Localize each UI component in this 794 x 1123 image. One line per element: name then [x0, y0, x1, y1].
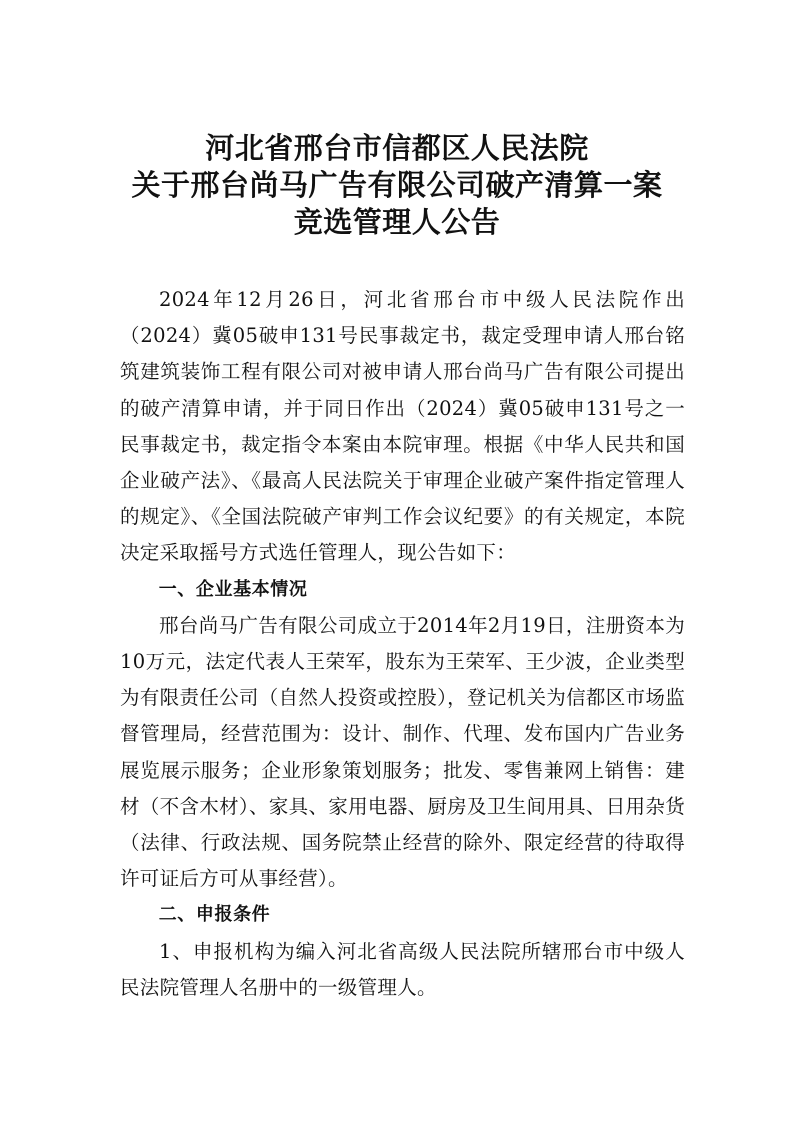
title-line-subject: 竞选管理人公告 — [293, 205, 501, 239]
document-title — [0, 130, 794, 241]
requirement-item-1: 1、申报机构为编入河北省高级人民法院所辖邢台市中级人民法院管理人名册中的一级管理人。 — [120, 939, 685, 999]
company-info-paragraph: 邢台尚马广告有限公司成立于2014年2月19日，注册资本为10万元，法定代表人王荣军，股东为王荣军、王少波，企业类型为有限责任公司（自然人投资或控股），登记机关为信都区市场监督管理局，经营范围为：设计、制作、代理、发布国内广告业务展览展示服务；企业形象策划服务；批发、零售兼网上销售：建材（不含木材）、家具、家用电器、厨房及卫生间用具、日用杂货（法律、行政法规、国务院禁止经营的除外、限定经营的待取得许可证后方可从事经营）。 — [120, 613, 685, 891]
document-body — [120, 282, 685, 1006]
title-line-court: 河北省邢台市信都区人民法院 — [205, 131, 589, 165]
intro-paragraph: 2024年12月26日，河北省邢台市中级人民法院作出（2024）冀05破申131号民事裁定书，裁定受理申请人邢台铭筑建筑装饰工程有限公司对被申请人邢台尚马广告有限公司提出的破产清算申请，并于同日作出（2024）冀05破申131号之一民事裁定书，裁定指令本案由本院审理。根据《中华人民共和国企业破产法》、《最高人民法院关于审理企业破产案件指定管理人的规定》、《全国法院破产审判工作会议纪要》的有关规定，本院决定采取摇号方式选任管理人，现公告如下： — [120, 288, 685, 565]
section-heading-company-info: 一、企业基本情况 — [158, 578, 308, 600]
title-line-case: 关于邢台尚马广告有限公司破产清算一案 — [131, 168, 663, 202]
section-heading-requirements: 二、申报条件 — [158, 904, 271, 926]
